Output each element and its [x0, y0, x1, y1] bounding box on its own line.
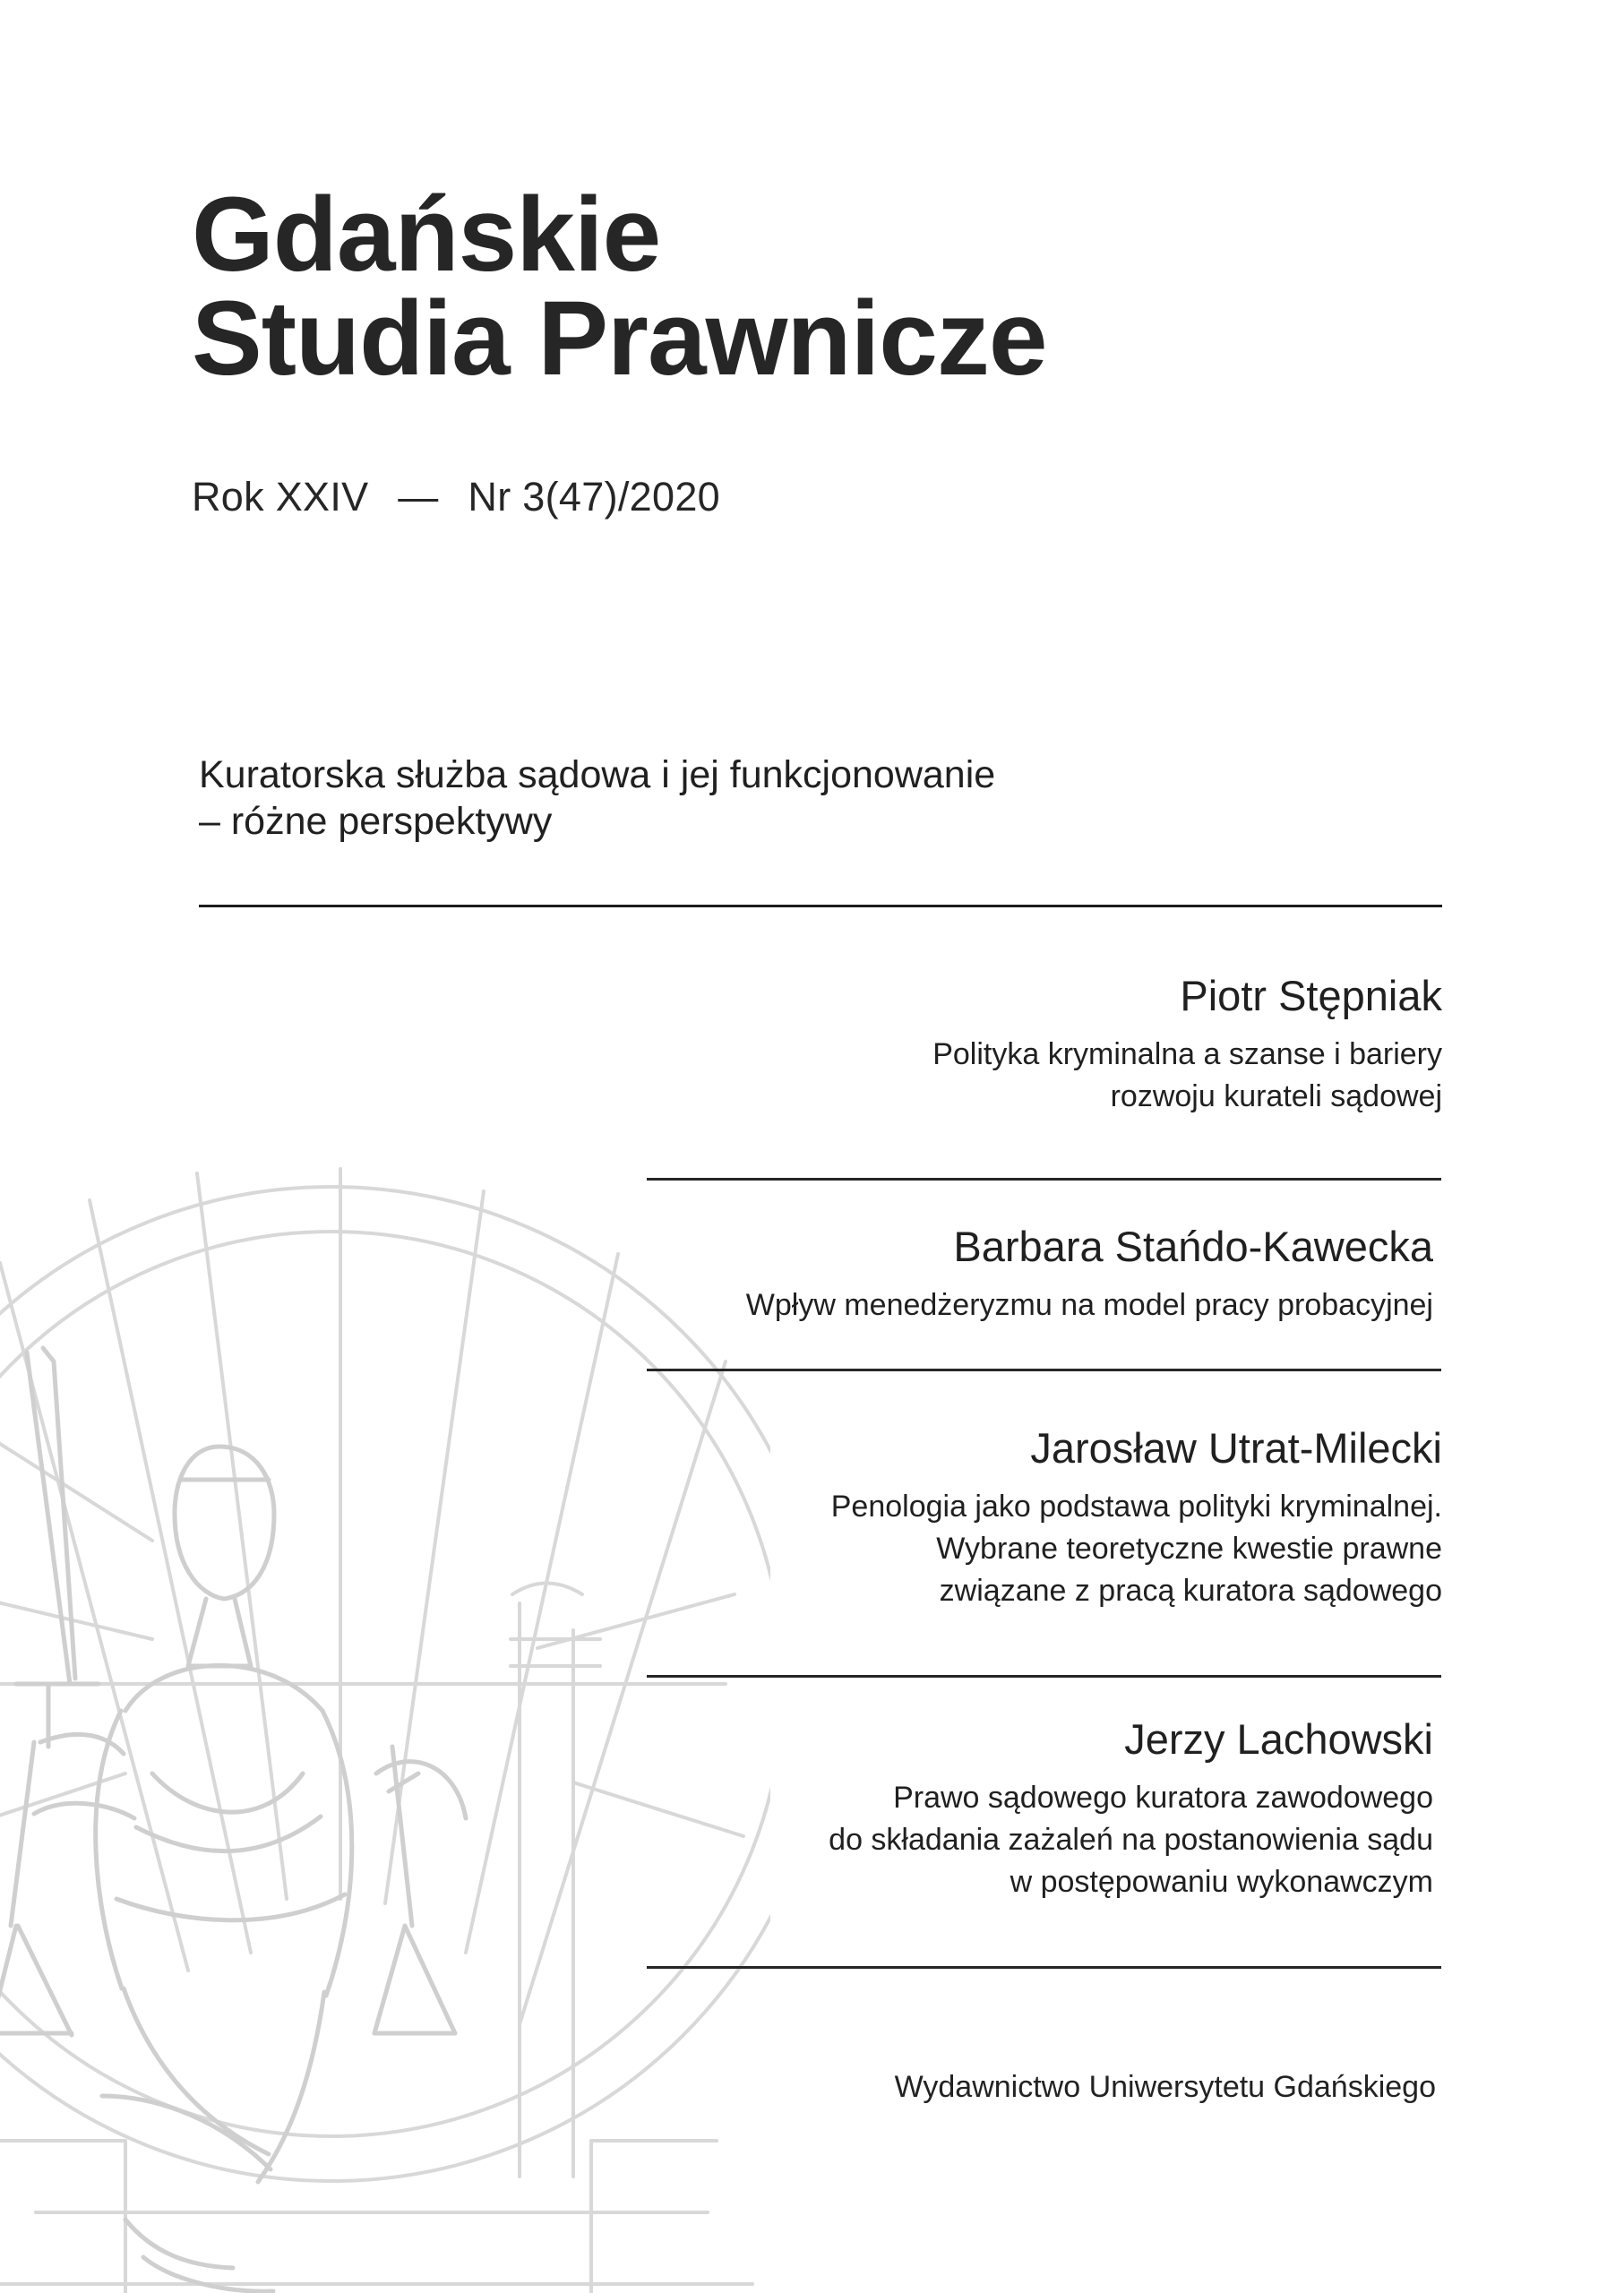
article-entry	[932, 970, 1442, 1118]
article-title	[831, 1486, 1442, 1612]
article-entry	[829, 1713, 1433, 1903]
article-author: Jerzy Lachowski	[1124, 1715, 1433, 1763]
issue-number: Nr 3(47)/2020	[468, 474, 720, 520]
article-title	[932, 1034, 1442, 1118]
journal-title-line-1: Gdańskie	[192, 176, 661, 294]
publisher-name: Wydawnictwo Uniwersytetu Gdańskiego	[894, 2070, 1436, 2104]
article-divider	[647, 1369, 1441, 1371]
article-entry	[831, 1422, 1442, 1612]
article-title	[829, 1777, 1433, 1903]
journal-title	[192, 176, 1047, 398]
article-entry	[746, 1221, 1433, 1327]
article-author: Jarosław Utrat-Milecki	[1030, 1424, 1442, 1472]
article-divider	[647, 1178, 1441, 1181]
issue-info	[192, 474, 720, 520]
article-title	[746, 1284, 1433, 1327]
justice-figure-illustration	[0, 1093, 770, 2293]
article-title-line: Wybrane teoretyczne kwestie prawne	[936, 1532, 1442, 1567]
article-title-line: w postępowaniu wykonawczym	[1010, 1865, 1433, 1900]
journal-title-line-2: Studia Prawnicze	[192, 279, 1047, 398]
article-title-line: Penologia jako podstawa polityki kryminalnej.	[830, 1490, 1442, 1524]
issue-theme-line-2: – różne perspektywy	[199, 799, 553, 843]
issue-year: Rok XXIV	[192, 474, 369, 520]
issue-theme-line-1: Kuratorska służba sądowa i jej funkcjonowanie	[199, 753, 996, 796]
article-title-line: związane z pracą kuratora sądowego	[939, 1574, 1442, 1609]
article-author: Barbara Stańdo-Kawecka	[953, 1223, 1433, 1270]
theme-divider	[199, 905, 1442, 907]
article-title-line: rozwoju kurateli sądowej	[1110, 1079, 1442, 1114]
article-divider	[647, 1675, 1441, 1678]
article-title-line: Prawo sądowego kuratora zawodowego	[893, 1781, 1433, 1816]
article-title-line: do składania zażaleń na postanowienia sądu	[829, 1823, 1433, 1858]
article-title-line: Polityka kryminalna a szanse i bariery	[932, 1037, 1442, 1072]
issue-theme	[199, 752, 1238, 845]
article-author: Piotr Stępniak	[1180, 972, 1442, 1019]
article-title-line: Wpływ menedżeryzmu na model pracy probacyjnej	[745, 1288, 1433, 1323]
article-divider	[647, 1966, 1441, 1969]
issue-dash: —	[398, 474, 439, 520]
